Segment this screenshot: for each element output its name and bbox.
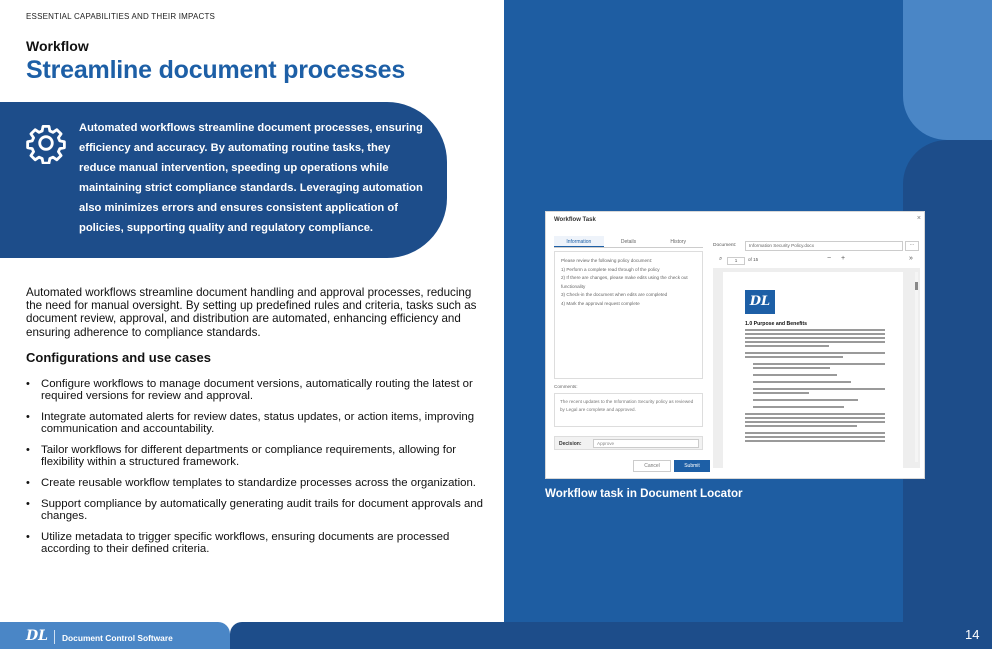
list-item: • Support compliance by automatically generating audit trails for document approvals and changes.: [26, 498, 486, 522]
more-options-button[interactable]: ···: [905, 241, 919, 251]
use-case-list: [26, 378, 486, 564]
decision-label: Decision:: [559, 441, 582, 447]
scrollbar[interactable]: [915, 272, 918, 462]
decorative-shape: [903, 0, 992, 140]
section-label: ESSENTIAL CAPABILITIES AND THEIR IMPACTS: [26, 12, 216, 21]
expand-icon[interactable]: »: [909, 255, 913, 262]
comments-field[interactable]: The recent updates to the Information Security policy as reviewed by Legal are complete and approved.: [554, 393, 703, 427]
tab-history[interactable]: History: [670, 239, 686, 245]
zoom-controls[interactable]: − +: [827, 255, 850, 262]
callout-text: Automated workflows streamline document processes, ensuring efficiency and accuracy. By automating routine tasks, they reduce manual intervention, speeding up operations while maintaining strict compliance standards. Leveraging automation also minimizes errors and ensures consistent application of policies, supporting quality and regulatory compliance.: [79, 122, 423, 234]
cancel-button[interactable]: Cancel: [633, 460, 671, 472]
list-item: • Tailor workflows for different departments or compliance requirements, allowing for flexibility within a structured framework.: [26, 444, 486, 468]
document-text-lines: [745, 329, 885, 444]
tab-information[interactable]: Information: [554, 236, 604, 247]
document-label: Document:: [713, 243, 737, 248]
scrollbar-thumb[interactable]: [915, 282, 918, 290]
tab-bar: [554, 236, 703, 248]
page-total: of 15: [748, 257, 759, 262]
instructions-box: [554, 251, 703, 379]
document-select[interactable]: Information Security Policy.docx: [745, 241, 903, 251]
document-row: [713, 240, 920, 252]
body-paragraph: Automated workflows streamline document handling and approval processes, reducing the need for manual oversight. By setting up predefined rules and criteria, tasks such as document review, approval, and distribution are automated, enhancing efficiency and ensuring adherence to compliance standards.: [26, 286, 477, 339]
decision-row: [554, 436, 703, 450]
instruction-line: 3) Check-in the document when edits are completed: [561, 292, 668, 297]
decision-select[interactable]: Approve: [593, 439, 699, 448]
footer-divider: [54, 630, 55, 644]
footer-logo: DL: [26, 628, 48, 644]
workflow-task-screenshot: [545, 211, 925, 479]
kicker: Workflow: [26, 38, 89, 54]
list-item: • Integrate automated alerts for review dates, status updates, or action items, improving communication and accountability.: [26, 411, 486, 435]
list-item: • Utilize metadata to trigger specific workflows, ensuring documents are processed according to their defined criteria.: [26, 531, 486, 555]
instruction-line: 4) Mark the approval request complete: [561, 300, 640, 306]
page-input[interactable]: 1: [727, 257, 745, 265]
submit-button[interactable]: Submit: [674, 460, 710, 472]
footer-bar: [230, 622, 992, 649]
page-number: 14: [965, 627, 980, 642]
instruction-line: 2) If there are changes, please make edits using the check out functionality: [561, 275, 688, 289]
list-item: • Create reusable workflow templates to standardize processes across the organization.: [26, 477, 486, 489]
comments-label: Comments:: [554, 384, 578, 389]
list-item: • Configure workflows to manage document versions, automatically routing the latest or required versions for review and approval.: [26, 378, 486, 402]
figure-caption: Workflow task in Document Locator: [545, 487, 743, 500]
close-icon[interactable]: ×: [916, 215, 921, 222]
page-title: Streamline document processes: [26, 56, 406, 84]
viewer-toolbar: [713, 256, 920, 266]
document-viewer[interactable]: [713, 268, 920, 468]
section-heading: Configurations and use cases: [26, 350, 211, 365]
tab-details[interactable]: Details: [620, 239, 637, 245]
left-page: [0, 0, 504, 622]
gear-icon: [25, 122, 67, 164]
footer-product-name: Document Control Software: [62, 633, 173, 643]
search-icon[interactable]: ⌕: [719, 256, 723, 262]
instruction-line: 1) Perform a complete read through of the policy: [561, 266, 660, 272]
document-page: [723, 272, 903, 468]
document-viewer-panel: [713, 236, 920, 468]
instruction-line: Please review the following policy document:: [561, 258, 653, 263]
document-heading: 1.0 Purpose and Benefits: [745, 321, 807, 327]
document-logo: DL: [745, 290, 775, 314]
task-panel: [554, 236, 703, 468]
window-title: Workflow Task: [554, 217, 596, 223]
